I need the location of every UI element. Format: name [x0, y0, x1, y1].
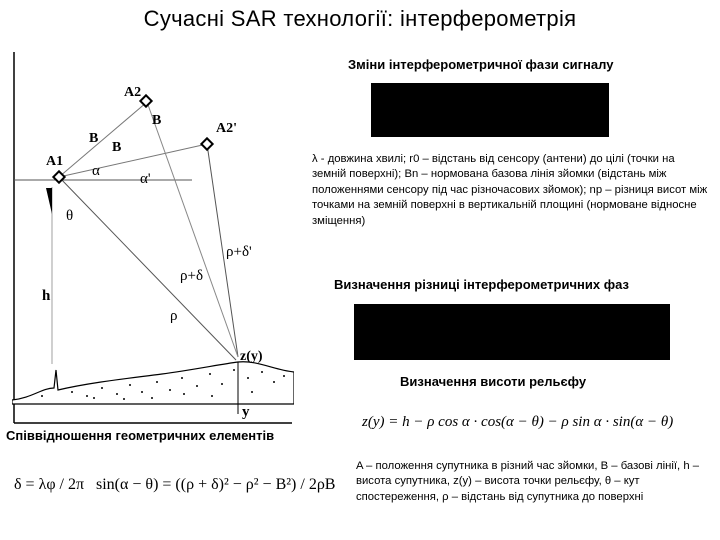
heading-phase-difference: Визначення різниці інтерферометричних фаз — [334, 277, 629, 292]
geometry-terms-description: A – положення супутника в різний час зйомки, B – базові лінії, h – висота супутника, z(y) – висота точки рельєфу, θ – кут спостереження, ρ – відстань від супутника до поверхні — [356, 460, 700, 503]
phase-terms-description: λ - довжина хвилі; r0 – відстань від сенсору (антени) до цілі (точки на земній поверхні); Bn – нормована базова лінія зйомки (відстань між положеннями сенсору під час різночасових зйомок); np – різниця висот між точками на земній поверхні в вертикальній площині (нормоване відносне зміщення) — [312, 153, 708, 227]
label-b-upper: B — [152, 113, 162, 128]
label-y: y — [242, 404, 250, 420]
heading-relief-height: Визначення висоти рельєфу — [400, 374, 587, 389]
label-a1: A1 — [46, 154, 64, 169]
delta-formula: δ = λφ / 2π — [14, 476, 85, 493]
heading-phase-change: Зміни інтерферометричної фази сигналу — [348, 57, 614, 72]
label-rho-delta-prime: ρ+δ' — [226, 244, 252, 260]
label-a2-prime: A2' — [216, 121, 237, 136]
label-alpha-prime: α' — [140, 171, 151, 187]
label-b-mid: B — [112, 140, 122, 155]
label-rho-delta: ρ+δ — [180, 268, 204, 284]
satellite-a2-marker — [140, 95, 151, 106]
sine-relation-formula: sin(α − θ) = ((ρ + δ)² − ρ² − B²) / 2ρB — [96, 476, 336, 493]
label-alpha: α — [92, 163, 100, 179]
label-b-left: B — [89, 131, 99, 146]
label-h: h — [42, 288, 51, 304]
label-a2: A2 — [124, 85, 142, 100]
label-zy: z(y) — [240, 349, 263, 364]
interferometry-geometry-diagram — [12, 52, 294, 424]
satellite-a2-prime-marker — [201, 138, 212, 149]
slide-title: Сучасні SAR технології: інтерферометрія — [143, 6, 577, 31]
relief-height-formula: z(y) = h − ρ cos α · cos(α − θ) − ρ sin α · sin(α − θ) — [362, 414, 674, 430]
phase-difference-formula-box — [354, 304, 670, 360]
label-rho: ρ — [170, 308, 178, 324]
phase-change-formula-box — [371, 83, 609, 137]
label-theta: θ — [66, 208, 74, 224]
heading-geometry-relation: Співвідношення геометричних елементів — [6, 428, 275, 443]
